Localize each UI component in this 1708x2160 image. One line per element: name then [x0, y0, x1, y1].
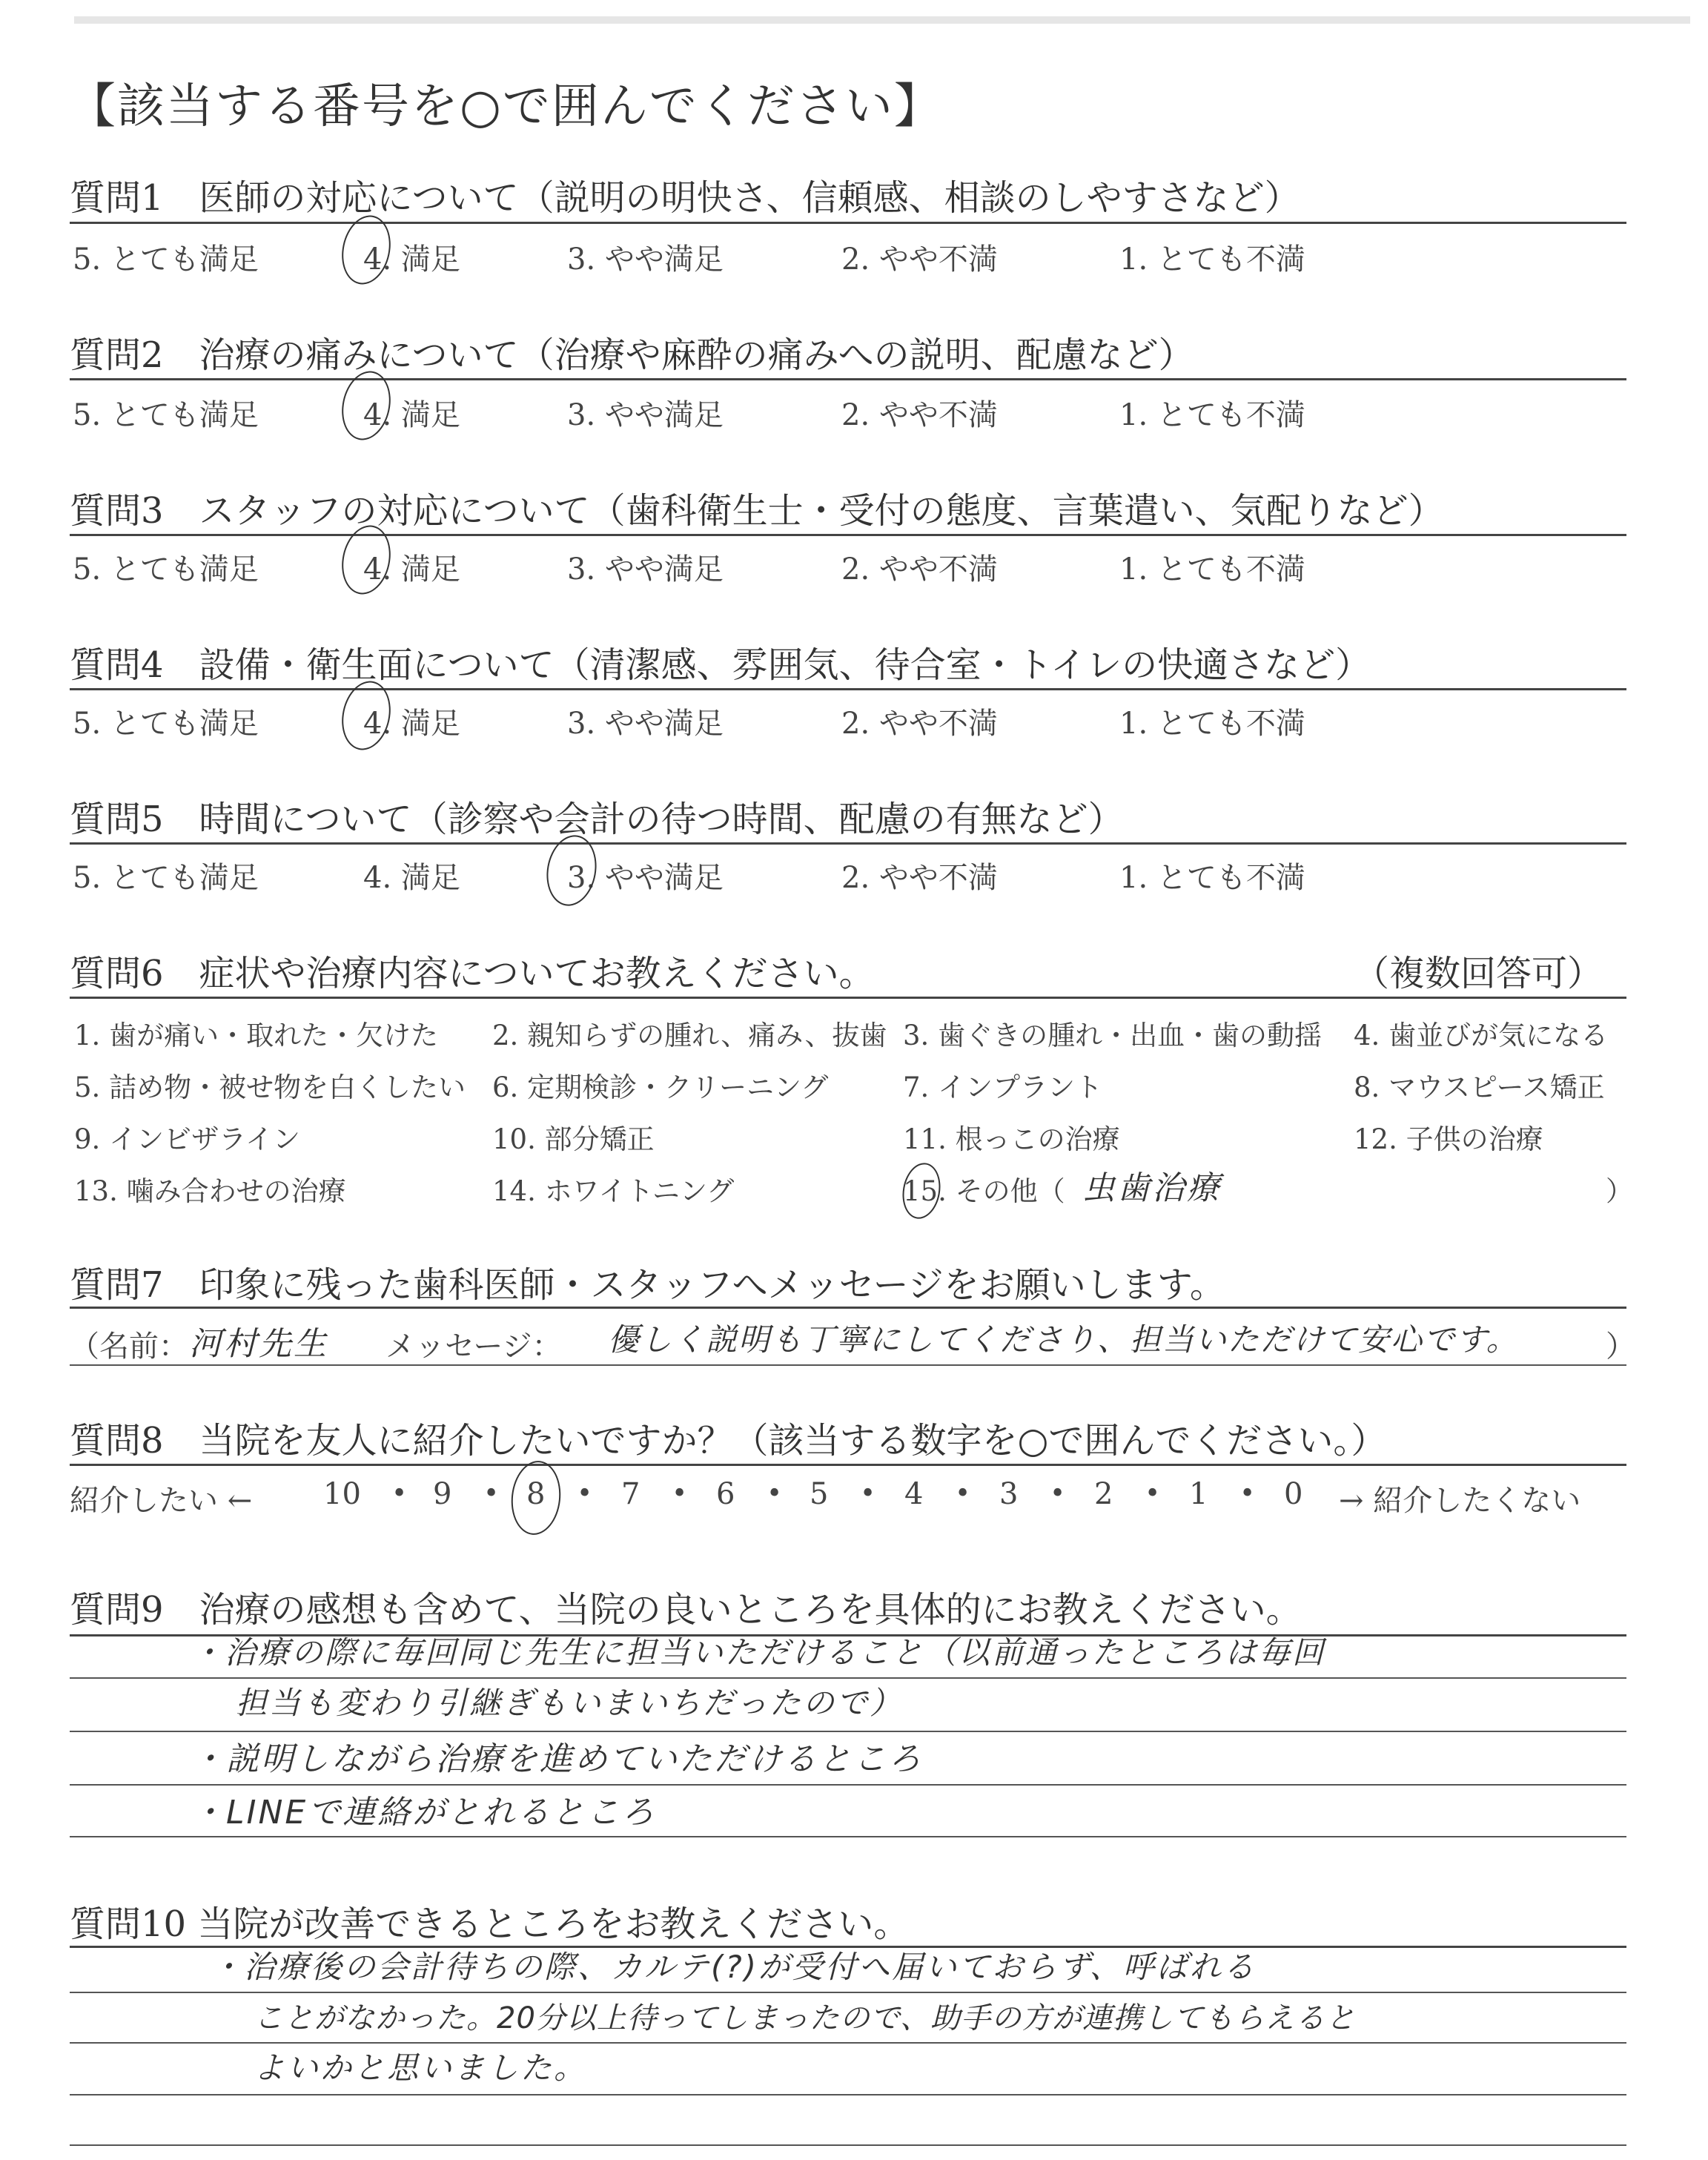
q6-rule [70, 997, 1626, 999]
q8-number-3[interactable]: 3 [999, 1477, 1019, 1511]
q8-dot: • [577, 1479, 593, 1509]
q9-line-2: 担当も変わり引継ぎもいまいちだったので） [236, 1685, 904, 1721]
q6-option-15-close: ） [1606, 1175, 1633, 1207]
q6-other-handwritten: 虫歯治療 [1082, 1169, 1222, 1207]
q1-option-1[interactable]: 1. とても不満 [1119, 242, 1305, 277]
q6-option-2[interactable]: 2. 親知らずの腫れ、痛み、抜歯 [492, 1020, 887, 1051]
q4-rule [70, 688, 1626, 690]
q9-line-4: ・LINEで連絡がとれるところ [191, 1794, 657, 1832]
q4-option-2[interactable]: 2. やや不満 [841, 707, 998, 741]
q2-option-2[interactable]: 2. やや不満 [841, 398, 998, 432]
q2-rule [70, 378, 1626, 380]
q8-title: 質問8 当院を友人に紹介したいですか？（該当する数字を○で囲んでください。） [70, 1420, 1387, 1462]
q9-line-1: ・治療の際に毎回同じ先生に担当いただけること（以前通ったところは毎回 [191, 1634, 1326, 1671]
q9-title: 質問9 治療の感想も含めて、当院の良いところを具体的にお教えください。 [70, 1589, 1302, 1631]
q8-dot: • [672, 1479, 688, 1509]
q6-title: 質問6 症状や治療内容についてお教えください。 [70, 953, 875, 994]
q8-number-4[interactable]: 4 [904, 1477, 924, 1511]
q6-option-1[interactable]: 1. 歯が痛い・取れた・欠けた [74, 1020, 439, 1051]
top-edge-shadow [74, 16, 1690, 24]
q3-option-5[interactable]: 5. とても満足 [73, 552, 259, 587]
q7-rule [70, 1307, 1626, 1309]
q6-option-9[interactable]: 9. インビザライン [74, 1123, 300, 1155]
q2-option-3[interactable]: 3. やや満足 [567, 398, 724, 432]
q2-title: 質問2 治療の痛みについて（治療や麻酔の痛みへの説明、配慮など） [70, 334, 1194, 376]
q10-line-3: よいかと思いました。 [254, 2050, 588, 2086]
q6-option-13[interactable]: 13. 噛み合わせの治療 [74, 1175, 346, 1207]
q8-number-10[interactable]: 10 [323, 1477, 361, 1511]
q7-message-line [70, 1364, 1626, 1366]
q6-option-12[interactable]: 12. 子供の治療 [1354, 1123, 1543, 1155]
q8-number-6[interactable]: 6 [716, 1477, 735, 1511]
q4-title: 質問4 設備・衛生面について（清潔感、雰囲気、待合室・トイレの快適さなど） [70, 644, 1371, 686]
q8-number-2[interactable]: 2 [1094, 1477, 1113, 1511]
q7-name-label: （名前： [70, 1330, 188, 1364]
q6-option-8[interactable]: 8. マウスピース矯正 [1354, 1071, 1605, 1103]
q1-rule [70, 222, 1626, 224]
page-header: 【該当する番号を○で囲んでください】 [68, 79, 943, 134]
q8-dot: • [1145, 1479, 1161, 1509]
q2-option-4[interactable]: 4. 満足 [363, 398, 460, 432]
q3-option-3[interactable]: 3. やや満足 [567, 552, 724, 587]
q6-option-3[interactable]: 3. 歯ぐきの腫れ・出血・歯の動揺 [903, 1020, 1323, 1051]
q8-number-1[interactable]: 1 [1189, 1477, 1208, 1511]
q8-number-8[interactable]: 8 [526, 1477, 546, 1511]
q9-writing-line [70, 1836, 1626, 1837]
q8-number-5[interactable]: 5 [810, 1477, 829, 1511]
q1-option-2[interactable]: 2. やや不満 [841, 242, 998, 277]
q8-dot: • [860, 1479, 876, 1509]
q10-title: 質問10 当院が改善できるところをお教えください。 [70, 1903, 910, 1945]
q8-dot: • [955, 1479, 971, 1509]
q4-option-5[interactable]: 5. とても満足 [73, 707, 259, 741]
q8-dot: • [767, 1479, 783, 1509]
q3-title: 質問3 スタッフの対応について（歯科衛生士・受付の態度、言葉遣い、気配りなど） [70, 490, 1444, 532]
q8-number-9[interactable]: 9 [433, 1477, 452, 1511]
q6-option-7[interactable]: 7. インプラント [903, 1071, 1103, 1103]
q3-option-2[interactable]: 2. やや不満 [841, 552, 998, 587]
q5-rule [70, 842, 1626, 845]
q7-name-value: 河村先生 [189, 1325, 328, 1363]
q10-line-2: ことがなかった。20分以上待ってしまったので、助手の方が連携してもらえると [254, 2001, 1357, 2035]
q4-option-3[interactable]: 3. やや満足 [567, 707, 724, 741]
q5-option-1[interactable]: 1. とても不満 [1119, 861, 1305, 895]
q7-message: 優しく説明も丁寧にしてくださり、担当いただけて安心です。 [608, 1321, 1519, 1358]
q8-number-7[interactable]: 7 [621, 1477, 640, 1511]
q6-option-5[interactable]: 5. 詰め物・被せ物を白くしたい [74, 1071, 466, 1103]
q8-dot: • [1050, 1479, 1066, 1509]
q3-option-4[interactable]: 4. 満足 [363, 552, 460, 587]
q5-option-3[interactable]: 3. やや満足 [567, 861, 724, 895]
q5-option-2[interactable]: 2. やや不満 [841, 861, 998, 895]
q6-option-6[interactable]: 6. 定期検診・クリーニング [492, 1071, 829, 1103]
q8-left-label: 紹介したい ← [70, 1484, 253, 1518]
q7-title: 質問7 印象に残った歯科医師・スタッフへメッセージをお願いします。 [70, 1264, 1225, 1306]
q7-close-paren: ） [1606, 1330, 1635, 1364]
q10-line-1: ・治療後の会計待ちの際、カルテ(?)が受付へ届いておらず、呼ばれる [211, 1949, 1257, 1985]
q2-option-5[interactable]: 5. とても満足 [73, 398, 259, 432]
q5-option-5[interactable]: 5. とても満足 [73, 861, 259, 895]
q6-multiple-note: （複数回答可） [1354, 953, 1603, 994]
q10-writing-line [70, 2144, 1626, 2146]
q8-number-0[interactable]: 0 [1284, 1477, 1303, 1511]
q4-option-4[interactable]: 4. 満足 [363, 707, 460, 741]
q8-answer-circle [508, 1459, 564, 1537]
q4-option-1[interactable]: 1. とても不満 [1119, 707, 1305, 741]
q3-rule [70, 534, 1626, 536]
q5-option-4[interactable]: 4. 満足 [363, 861, 460, 895]
q6-option-11[interactable]: 11. 根っこの治療 [903, 1123, 1120, 1155]
q2-option-1[interactable]: 1. とても不満 [1119, 398, 1305, 432]
q3-option-1[interactable]: 1. とても不満 [1119, 552, 1305, 587]
q8-right-label: → 紹介したくない [1339, 1484, 1581, 1518]
q5-title: 質問5 時間について（診察や会計の待つ時間、配慮の有無など） [70, 799, 1124, 840]
q7-message-label: メッセージ： [385, 1330, 562, 1364]
q8-rule [70, 1464, 1626, 1466]
q8-dot: • [391, 1479, 408, 1509]
q6-option-10[interactable]: 10. 部分矯正 [492, 1123, 655, 1155]
q6-option-15[interactable]: 15. その他（ [903, 1175, 1065, 1207]
q8-dot: • [1239, 1479, 1256, 1509]
q1-title: 質問1 医師の対応について（説明の明快さ、信頼感、相談のしやすさなど） [70, 177, 1300, 219]
q1-option-4[interactable]: 4. 満足 [363, 242, 460, 277]
q1-option-5[interactable]: 5. とても満足 [73, 242, 259, 277]
q10-writing-line [70, 1992, 1626, 1993]
q9-line-3: ・説明しながら治療を進めていただけるところ [191, 1740, 923, 1778]
q10-writing-line [70, 2094, 1626, 2095]
q6-option-4[interactable]: 4. 歯並びが気になる [1354, 1020, 1609, 1051]
q1-option-3[interactable]: 3. やや満足 [567, 242, 724, 277]
q6-option-14[interactable]: 14. ホワイトニング [492, 1175, 735, 1207]
q8-dot: • [483, 1479, 500, 1509]
